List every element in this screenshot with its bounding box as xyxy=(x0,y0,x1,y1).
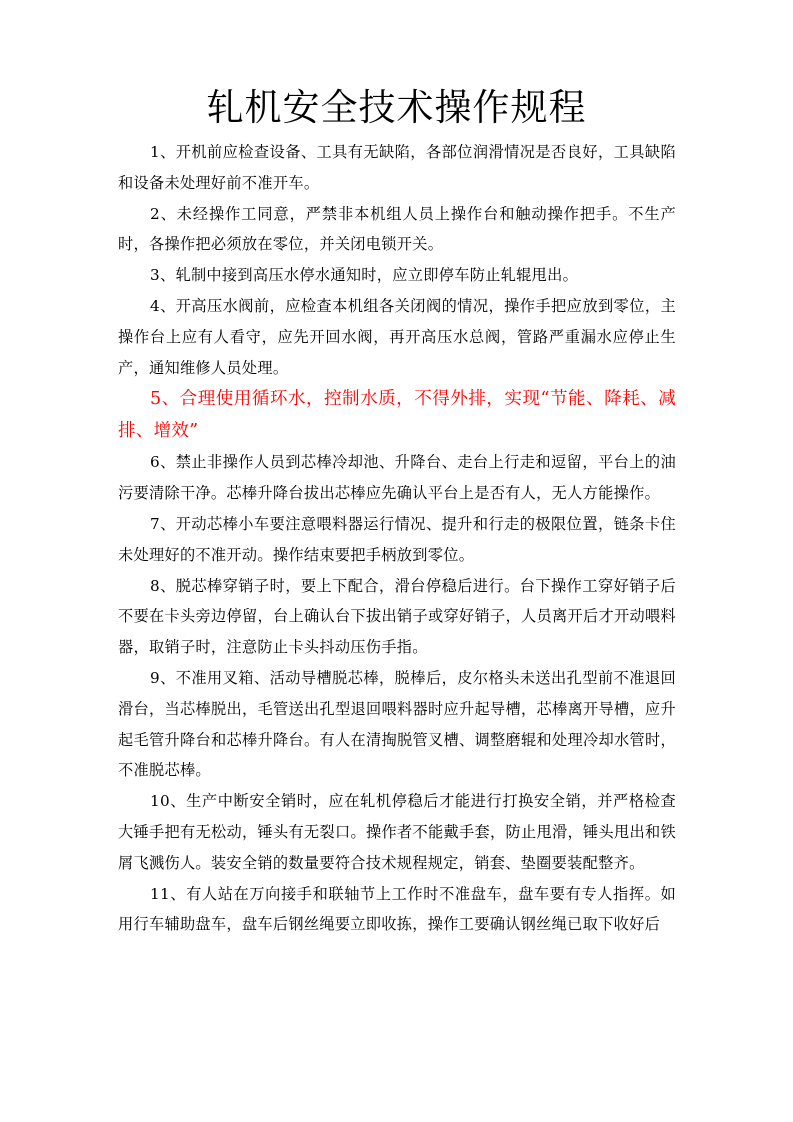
rule-paragraph-6: 6、禁止非操作人员到芯棒冷却池、升降台、走台上行走和逗留，平台上的油污要清除干净。芯棒升降台拔出芯棒应先确认平台上是否有人，无人方能操作。 xyxy=(118,453,676,503)
rule-paragraph-9: 9、不准用叉箱、活动导槽脱芯棒，脱棒后，皮尔格头未送出孔型前不准退回滑台，当芯棒脱出，毛管送出孔型退回喂料器时应升起导槽，芯棒离开导槽，应升起毛管升降台和芯棒升降台。有人在清掏脱管叉槽、调整磨辊和处理冷却水管时，不准脱芯棒。 xyxy=(118,668,676,780)
rule-paragraph-4: 4、开高压水阀前，应检查本机组各关闭阀的情况，操作手把应放到零位，主操作台上应有人看守，应先开回水阀，再开高压水总阀，管路严重漏水应停止生产，通知维修人员处理。 xyxy=(118,296,676,377)
document-body xyxy=(118,137,676,940)
rule-paragraph-7: 7、开动芯棒小车要注意喂料器运行情况、提升和行走的极限位置，链条卡住未处理好的不准开动。操作结束要把手柄放到零位。 xyxy=(118,514,676,564)
rule-paragraph-11: 11、有人站在万向接手和联轴节上工作时不准盘车，盘车要有专人指挥。如用行车辅助盘车，盘车后钢丝绳要立即收拣，操作工要确认钢丝绳已取下收好后 xyxy=(118,884,676,934)
rule-paragraph-8: 8、脱芯棒穿销子时，要上下配合，滑台停稳后进行。台下操作工穿好销子后不要在卡头旁边停留，台上确认台下拔出销子或穿好销子，人员离开后才开动喂料器，取销子时，注意防止卡头抖动压伤手指。 xyxy=(118,576,676,657)
rule-paragraph-3: 3、轧制中接到高压水停水通知时，应立即停车防止轧辊甩出。 xyxy=(150,266,579,285)
rule-paragraph-5-highlighted: 5、合理使用循环水，控制水质，不得外排，实现“节能、降耗、减排、增效” xyxy=(118,389,676,442)
rule-paragraph-2: 2、未经操作工同意，严禁非本机组人员上操作台和触动操作把手。不生产时，各操作把必须放在零位，并关闭电锁开关。 xyxy=(118,204,676,254)
rule-paragraph-10: 10、生产中断安全销时，应在轧机停稳后才能进行打换安全销，并严格检查大锤手把有无松动，锤头有无裂口。操作者不能戴手套，防止甩滑，锤头甩出和铁屑飞溅伤人。装安全销的数量要符合技术规程规定，销套、垫圈要装配整齐。 xyxy=(118,792,676,872)
document-title: 轧机安全技术操作规程 xyxy=(206,86,587,129)
rule-paragraph-1: 1、开机前应检查设备、工具有无缺陷，各部位润滑情况是否良好，工具缺陷和设备未处理好前不准开车。 xyxy=(118,143,676,192)
